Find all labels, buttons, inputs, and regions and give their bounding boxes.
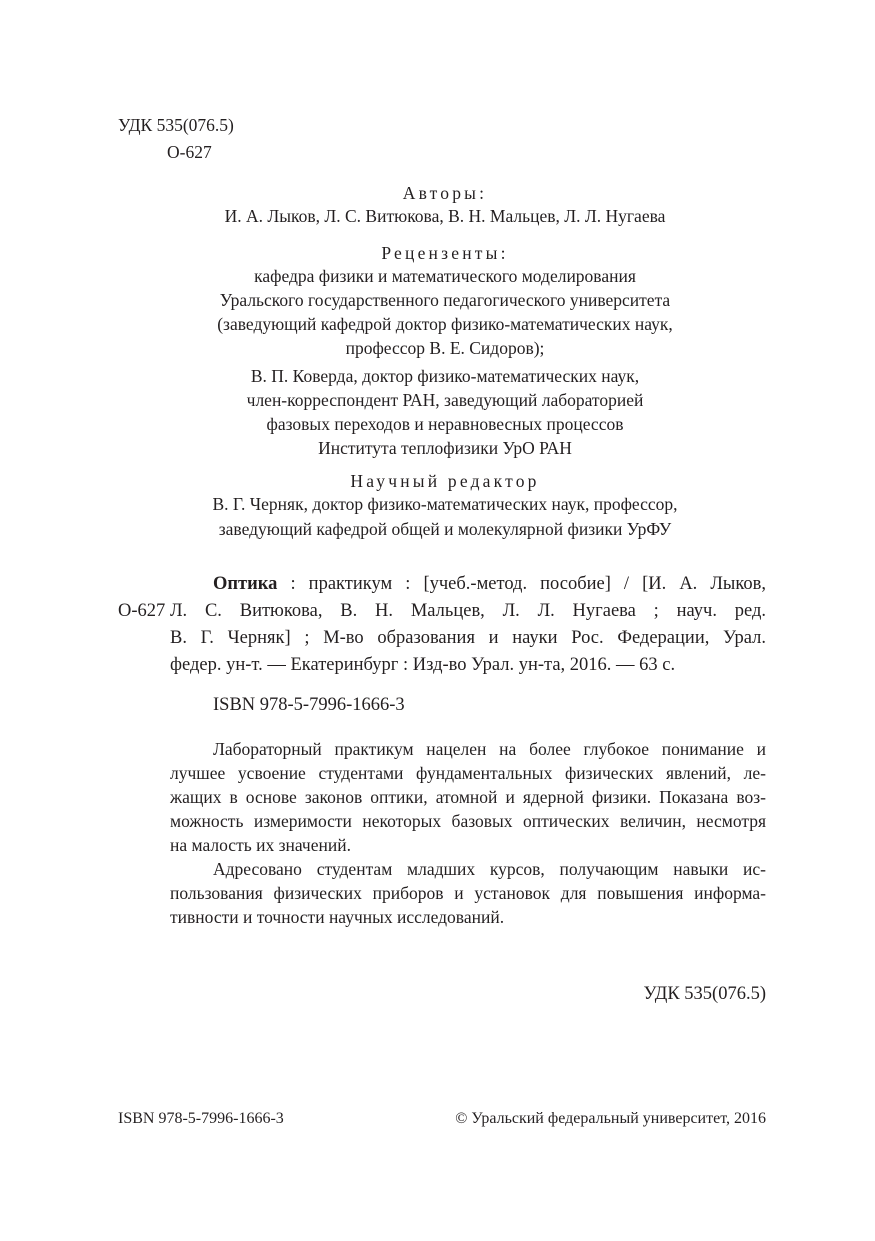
reviewers-heading: Рецензенты: bbox=[381, 243, 509, 263]
footer-isbn: ISBN 978-5-7996-1666-3 bbox=[118, 1110, 284, 1127]
isbn-main: ISBN 978-5-7996-1666-3 bbox=[213, 695, 405, 715]
abstract-line: Адресовано студентам младших курсов, получающим навыки ис- bbox=[213, 859, 766, 879]
footer-copyright: © Уральский федеральный университет, 2016 bbox=[455, 1110, 766, 1127]
udk-bottom: УДК 535(076.5) bbox=[643, 984, 766, 1004]
abstract-line: лучшее усвоение студентами фундаментальных физических явлений, ле- bbox=[170, 763, 766, 783]
reviewer-line: член-корреспондент РАН, заведующий лабораторией bbox=[246, 390, 644, 410]
editor-line: заведующий кафедрой общей и молекулярной физики УрФУ bbox=[218, 519, 672, 539]
abstract-line: жащих в основе законов оптики, атомной и ядерной физики. Показана воз- bbox=[170, 787, 766, 807]
reviewer-line: Института теплофизики УрО РАН bbox=[318, 438, 572, 458]
bib-cipher: О-627 bbox=[118, 601, 166, 621]
bib-line-1-rest: : практикум : [учеб.-метод. пособие] / [И. А. Лыков, bbox=[277, 574, 766, 594]
editor-heading: Научный редактор bbox=[350, 471, 540, 491]
reviewer-line: кафедра физики и математического моделирования bbox=[254, 266, 636, 286]
reviewer-line: фазовых переходов и неравновесных процессов bbox=[266, 414, 624, 434]
abstract-line: на малость их значений. bbox=[170, 835, 351, 855]
reviewer-line: Уральского государственного педагогического университета bbox=[219, 290, 671, 310]
reviewer-line: профессор В. Е. Сидоров); bbox=[345, 338, 545, 358]
bib-line-4: федер. ун-т. — Екатеринбург : Изд-во Урал. ун-та, 2016. — 63 с. bbox=[170, 655, 676, 675]
bib-line-1 bbox=[213, 574, 766, 595]
abstract-line: Лабораторный практикум нацелен на более глубокое понимание и bbox=[213, 739, 766, 759]
authors-names: И. А. Лыков, Л. С. Витюкова, В. Н. Мальцев, Л. Л. Нугаева bbox=[224, 206, 666, 226]
bib-line-3: В. Г. Черняк] ; М-во образования и науки Рос. Федерации, Урал. bbox=[170, 628, 766, 648]
reviewer-line: (заведующий кафедрой доктор физико-математических наук, bbox=[217, 314, 673, 334]
editor-line: В. Г. Черняк, доктор физико-математических наук, профессор, bbox=[212, 494, 678, 514]
authors-heading: Авторы: bbox=[402, 183, 488, 203]
bib-line-2: Л. С. Витюкова, В. Н. Мальцев, Л. Л. Нугаева ; науч. ред. bbox=[170, 601, 766, 621]
reviewer-line: В. П. Коверда, доктор физико-математических наук, bbox=[250, 366, 640, 386]
udk-top: УДК 535(076.5) bbox=[118, 115, 234, 135]
abstract-line: тивности и точности научных исследований. bbox=[170, 907, 505, 927]
abstract-line: пользования физических приборов и установок для повышения информа- bbox=[170, 883, 766, 903]
cipher-top: О-627 bbox=[167, 142, 212, 162]
abstract-line: можность измеримости некоторых базовых оптических величин, несмотря bbox=[170, 811, 766, 831]
bib-title: Оптика bbox=[213, 574, 278, 594]
